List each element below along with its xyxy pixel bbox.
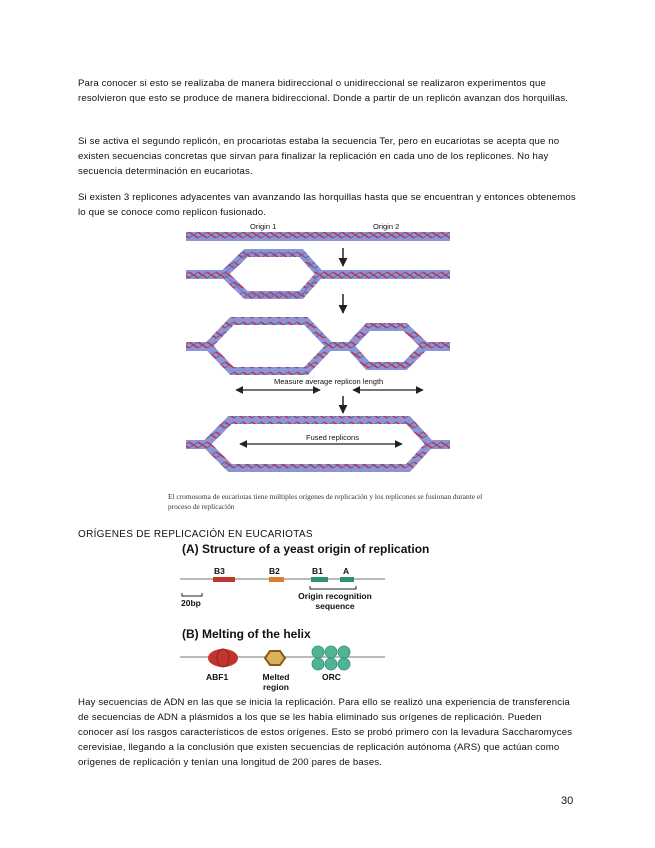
dna-row4-fused-bubble: [186, 420, 450, 468]
origin-recognition-label: Origin recognition sequence: [298, 591, 372, 611]
b2-label: B2: [269, 566, 280, 576]
fused-label: Fused replicons: [306, 433, 359, 442]
measure-label: Measure average replicon length: [274, 377, 384, 386]
a-element: [340, 577, 354, 582]
section-heading: ORÍGENES DE REPLICACIÓN EN EUCARIOTAS: [78, 529, 313, 540]
abf1-label: ABF1: [206, 672, 229, 682]
dna-row3-two-bubbles: [186, 321, 450, 371]
b3-label: B3: [214, 566, 225, 576]
dna-row2-one-bubble: [186, 253, 450, 295]
paragraph-ars: Hay secuencias de ADN en las que se inicia la replicación. Para ello se realizó una experiencia de transferencia de secuencias de ADN a plásmidos a los que se les había eliminado sus orígenes de replicación. Pueden conocer así los rasgos característicos de estos orígenes. Esto se probó primero con la levadura Saccharomyces cerevisiae, llegando a la conclusión que existen secuencias de replicación autónoma (ARS) que actúan como orígenes de replicación y tenían una longitud de 200 pares de bases.: [78, 697, 573, 768]
origin-2-label: Origin 2: [373, 222, 400, 231]
figure-caption: El cromosoma de eucariotas tiene múltiples orígenes de replicación y los replicones se fusionan durante el proceso de replicación: [168, 492, 483, 511]
a-label: A: [343, 566, 350, 576]
figure-b-title: (B) Melting of the helix: [182, 627, 311, 641]
b1-element: [311, 577, 328, 582]
origin-1-label: Origin 1: [250, 222, 277, 231]
scale-label: 20bp: [181, 598, 201, 608]
melted-region-label: Melted region: [262, 672, 290, 692]
paragraph-bidirectional: Para conocer si esto se realizaba de manera bidireccional o unidireccional se realizaron experimentos que resolvieron que esto se produce de manera bidireccional. Donde a partir de un replicón avanzan dos horquillas.: [78, 78, 569, 104]
figure-a-title: (A) Structure of a yeast origin of replication: [182, 542, 430, 556]
b2-element: [269, 577, 284, 582]
melted-region-marker: [265, 651, 285, 665]
dna-duplex-row1: [186, 232, 450, 241]
page-number: 30: [561, 795, 574, 807]
orc-complex: [312, 646, 350, 670]
paragraph-fused-replicon: Si existen 3 replicones adyacentes van avanzando las horquillas hasta que se encuentran y entonces obtenemos lo que se conoce como replicon fusionado.: [78, 192, 576, 218]
b3-element: [213, 577, 235, 582]
b1-label: B1: [312, 566, 323, 576]
abf1-protein: [208, 649, 238, 667]
helix-melting: [180, 646, 385, 670]
paragraph-second-replicon: Si se activa el segundo replicón, en procariotas estaba la secuencia Ter, pero en eucariotas se acepta que no existen secuencias concretas que sirvan para finalizar la replicación en cada uno de los replicones. No hay secuencia determinación en eucariotas.: [78, 136, 560, 177]
orc-label: ORC: [322, 672, 341, 682]
